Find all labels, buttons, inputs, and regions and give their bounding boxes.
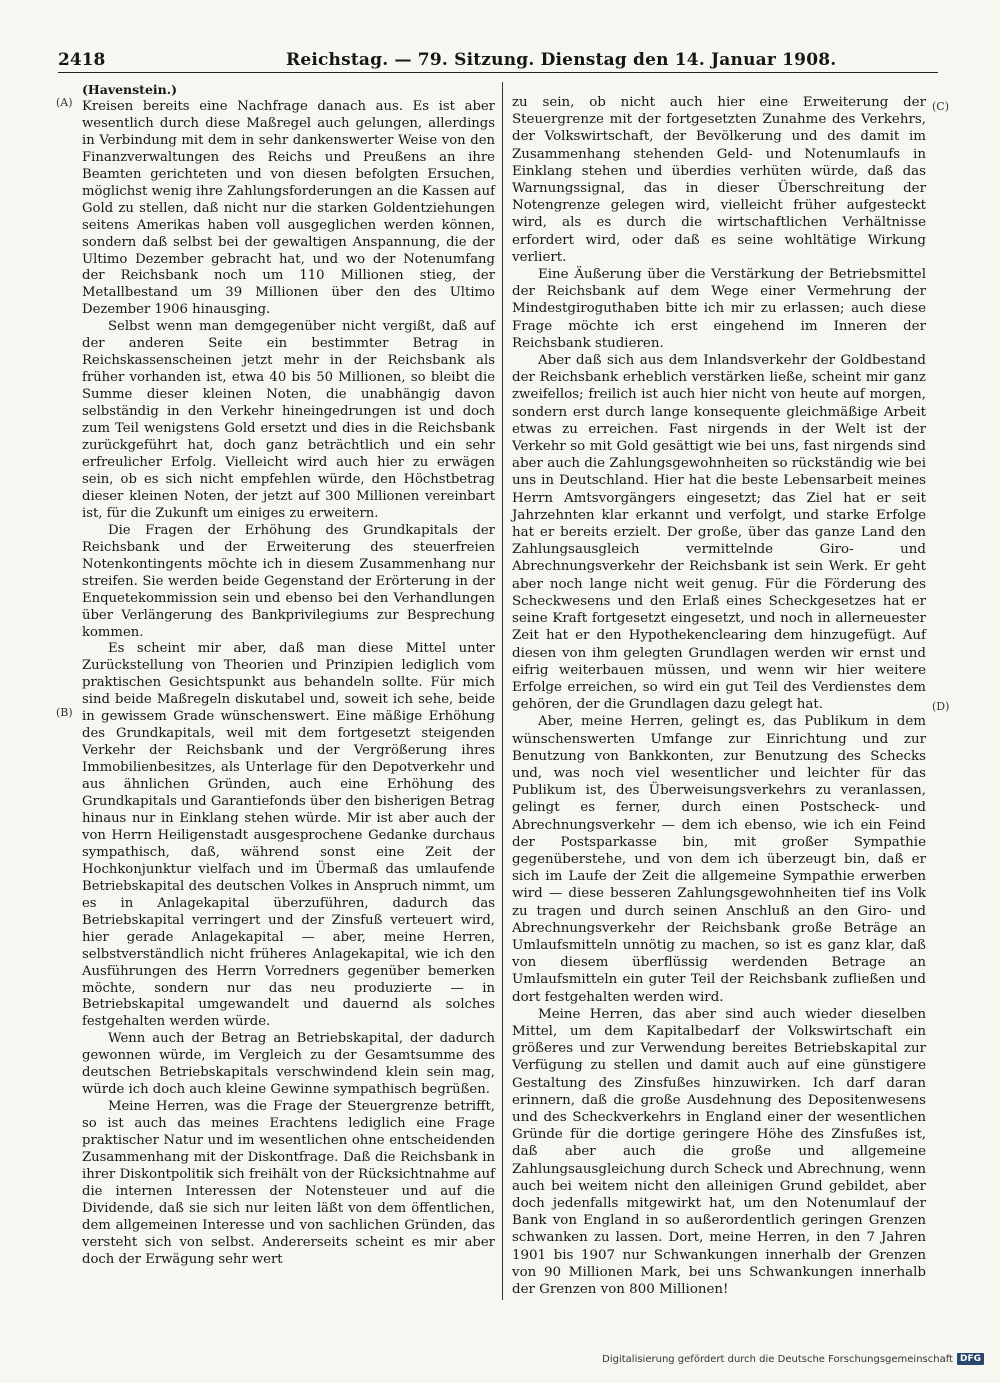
paragraph: Selbst wenn man demgegenüber nicht vergißt, daß auf der anderen Seite ein bestimmter Betrag in Reichskassenscheinen jetzt mehr in der Reichsbank als früher vorhanden ist, etwa 40 bis 50 Millionen, so bleibt die Summe dieser kleinen Noten, die unabhängig davon selbständig in den Verkehr hineingedrungen ist und doch zum Teil wenigstens Gold ersetzt und dies in die Reichsbank zurückgeführt hat, doch ganz beträchtlich und ein sehr erfreulicher Erfolg. Vielleicht wird auch hier zu erwägen sein, ob es sich nicht empfehlen würde, den Höchstbetrag dieser kleinen Noten, der jetzt auf 300 Millionen vereinbart ist, für die Zukunft um einiges zu erweitern. bbox=[82, 319, 495, 521]
page-number: 2418 bbox=[58, 50, 106, 70]
paragraph: Aber, meine Herren, gelingt es, das Publikum in dem wünschenswerten Umfange zur Einrichtung und zur Benutzung von Bankkonten, zur Benutzung des Schecks und, was noch viel wesentlicher und leichter für das Publikum ist, des Überweisungsverkehrs zu veranlassen, gelingt es ferner, durch einen Postscheck- und Abrechnungsverkehr — dem ich ebenso, wie ich ein Feind der Postsparkasse bin, mit großer Sympathie gegenüberstehe, und von dem ich überzeugt bin, daß er sich im Laufe der Zeit die allgemeine Sympathie erwerben wird — diese besseren Zahlungsgewohnheiten tief ins Volk zu tragen und durch seinen Anschluß an den Giro- und Abrechnungsverkehr der Reichsbank große Beträge an Umlaufsmitteln unnötig zu machen, so ist es ganz klar, daß von diesem überflüssig werdenden Betrage an Umlaufsmitteln ein guter Teil der Reichsbank zufließen und dort festgehalten werden wird. bbox=[512, 714, 926, 1005]
dfg-logo: DFG bbox=[957, 1353, 984, 1365]
margin-label-d: (D) bbox=[932, 700, 950, 713]
speaker-name: (Havenstein.) bbox=[82, 82, 177, 97]
digitization-footer bbox=[602, 1353, 984, 1365]
column-divider bbox=[502, 82, 503, 1300]
paragraph: Die Fragen der Erhöhung des Grundkapitals der Reichsbank und der Erweiterung des steuerfreien Notenkontingents möchte ich in diesem Zusammenhang nur streifen. Sie werden beide Gegenstand der Erörterung in der Enquetekommission sein und ebenso bei den Verhandlungen über Verlängerung des Bankprivilegiums zur Besprechung kommen. bbox=[82, 522, 495, 640]
right-column bbox=[512, 94, 926, 1298]
margin-label-b: (B) bbox=[56, 706, 73, 719]
running-title: Reichstag. — 79. Sitzung. Dienstag den 14. Januar 1908. bbox=[286, 50, 837, 70]
margin-label-a: (A) bbox=[56, 96, 73, 109]
margin-label-c: (C) bbox=[932, 100, 949, 113]
paragraph: Es scheint mir aber, daß man diese Mittel unter Zurückstellung von Theorien und Prinzipien lediglich vom praktischen Gesichtspunkt aus behandeln sollte. Für mich sind beide Maßregeln diskutabel und, soweit ich sehe, beide in gewissem Grade wünschenswert. Eine mäßige Erhöhung des Grundkapitals, weil mit dem fortgesetzt steigenden Verkehr der Reichsbank und der Vergrößerung ihres Immobilienbesitzes, als Unterlage für den Depotverkehr und aus ähnlichen Gründen, auch eine Erhöhung des Grundkapitals und Garantiefonds über den bisherigen Betrag hinaus nur in Einklang stehen würde. Mir ist aber auch der von Herrn Heiligenstadt ausgesprochene Gedanke durchaus sympathisch, daß, während sonst eine Zeit der Hochkonjunktur vielfach und im Übermaß das umlaufende Betriebskapital des deutschen Volkes in Anspruch nimmt, um es in Anlagekapital überzuführen, dadurch das Betriebskapital verringert und der Zinsfuß verteuert wird, hier gerade Anlagekapital — aber, meine Herren, selbstverständlich nicht früheres Anlagekapital, wie ich den Ausführungen des Herrn Vorredners gegenüber bemerken möchte, sondern nur das neu produzierte — in Betriebskapital umgewandelt und dauernd als solches festgehalten werden würde. bbox=[82, 641, 495, 1030]
paragraph: zu sein, ob nicht auch hier eine Erweiterung der Steuergrenze mit der fortgesetzten Zunahme des Verkehrs, der Volkswirtschaft, der Bevölkerung und des damit im Zusammenhang stehenden Geld- und Notenumlaufs in Einklang stehen und überdies verhüten würde, daß das Warnungssignal, das in dieser Überschreitung der Notengrenze gelegen wird, vielleicht früher aufgesteckt wird, als es durch die wirtschaftlichen Verhältnisse erfordert wird, oder daß es seine wohltätige Wirkung verliert. bbox=[512, 95, 926, 265]
left-column bbox=[82, 82, 495, 1269]
paragraph: Eine Äußerung über die Verstärkung der Betriebsmittel der Reichsbank auf dem Wege einer Vermehrung der Mindestgiroguthaben bitte ich mir zu erlassen; auch diese Frage möchte ich erst eingehend im Inneren der Reichsbank studieren. bbox=[512, 267, 926, 351]
footer-text: Digitalisierung gefördert durch die Deutsche Forschungsgemeinschaft bbox=[602, 1353, 953, 1365]
paragraph: Meine Herren, was die Frage der Steuergrenze betrifft, so ist auch das meines Erachtens lediglich eine Frage praktischer Natur und im wesentlichen ohne entscheidenden Zusammenhang mit der Diskontfrage. Daß die Reichsbank in ihrer Diskontpolitik sich freihält von der Rücksichtnahme auf die internen Interessen der Notensteuer und auf die Dividende, daß sie sich nur leiten läßt von dem öffentlichen, dem allgemeinen Interesse und von sachlichen Gründen, das versteht sich von selbst. Andererseits scheint es mir aber doch der Erwägung sehr wert bbox=[82, 1099, 495, 1267]
paragraph: Aber daß sich aus dem Inlandsverkehr der Goldbestand der Reichsbank erheblich verstärken ließe, scheint mir ganz zweifellos; freilich ist auch hier nicht von heute auf morgen, sondern erst durch lange konsequente gleichmäßige Arbeit etwas zu erreichen. Fast nirgends in der Welt ist der Verkehr so mit Gold gesättigt wie bei uns, fast nirgends sind aber auch die Zahlungsgewohnheiten so rückständig wie bei uns in Deutschland. Hier hat die beste Lebensarbeit meines Herrn Amtsvorgängers eingesetzt; das Ziel hat er seit Jahrzehnten klar erkannt und verfolgt, und starke Erfolge hat er bereits erzielt. Der große, über das ganze Land den Zahlungsausgleich vermittelnde Giro- und Abrechnungsverkehr der Reichsbank ist sein Werk. Er geht aber noch lange nicht weit genug. Für die Förderung des Scheckwesens und den Erlaß eines Scheckgesetzes hat er seine Kraft fortgesetzt eingesetzt, und noch in allerneuester Zeit hat er den Hypothekenclearing dem hinzugefügt. Auf diesen von ihm gelegten Grundlagen werden wir ernst und eifrig weiterbauen müssen, und wenn wir hier weitere Erfolge erreichen, so wird ein gut Teil des Verdienstes dem gehören, der die Grundlagen dazu gelegt hat. bbox=[512, 353, 926, 713]
page-header bbox=[58, 50, 938, 73]
paragraph: Kreisen bereits eine Nachfrage danach aus. Es ist aber wesentlich durch diese Maßregel auch gelungen, allerdings in Verbindung mit dem in sehr dankenswerter Weise von den Finanzverwaltungen des Reichs und Preußens an ihre Beamten gerichteten und von diesen befolgten Ersuchen, möglichst wenig ihre Zahlungsforderungen an die Kassen auf Gold zu stellen, daß nicht nur die starken Goldentziehungen seitens Amerikas haben voll ausgeglichen werden können, sondern daß selbst bei der gewaltigen Anspannung, die der Ultimo Dezember gebracht hat, und wo der Notenumfang der Reichsbank noch um 110 Millionen stieg, der Metallbestand um 39 Millionen über den des Ultimo Dezember 1906 hinausging. bbox=[82, 98, 495, 318]
paragraph: Meine Herren, das aber sind auch wieder dieselben Mittel, um dem Kapitalbedarf der Volkswirtschaft ein größeres und zur Verwendung bereites Betriebskapital zur Verfügung zu stellen und damit auch auf eine günstigere Gestaltung des Zinsfußes hinzuwirken. Ich darf daran erinnern, daß die große Ausdehnung des Depositenwesens und des Scheckverkehrs in England einer der wesentlichen Gründe für die dortige geringere Höhe des Zinsfußes ist, daß aber auch die große und allgemeine Zahlungsausgleichung durch Scheck und Abrechnung, wenn auch bei weitem nicht den alleinigen Grund gebildet, aber doch jedenfalls mitgewirkt hat, um den Notenumlauf der Bank von England in so außerordentlich geringen Grenzen schwanken zu lassen. Dort, meine Herren, in den 7 Jahren 1901 bis 1907 nur Schwankungen innerhalb der Grenzen von 90 Millionen Mark, bei uns Schwankungen innerhalb der Grenzen von 800 Millionen! bbox=[512, 1006, 926, 1298]
paragraph: Wenn auch der Betrag an Betriebskapital, der dadurch gewonnen würde, im Vergleich zu der Gesamtsumme des deutschen Betriebskapitals verschwindend klein sein mag, würde ich doch auch kleine Gewinne sympathisch begrüßen. bbox=[82, 1031, 495, 1098]
